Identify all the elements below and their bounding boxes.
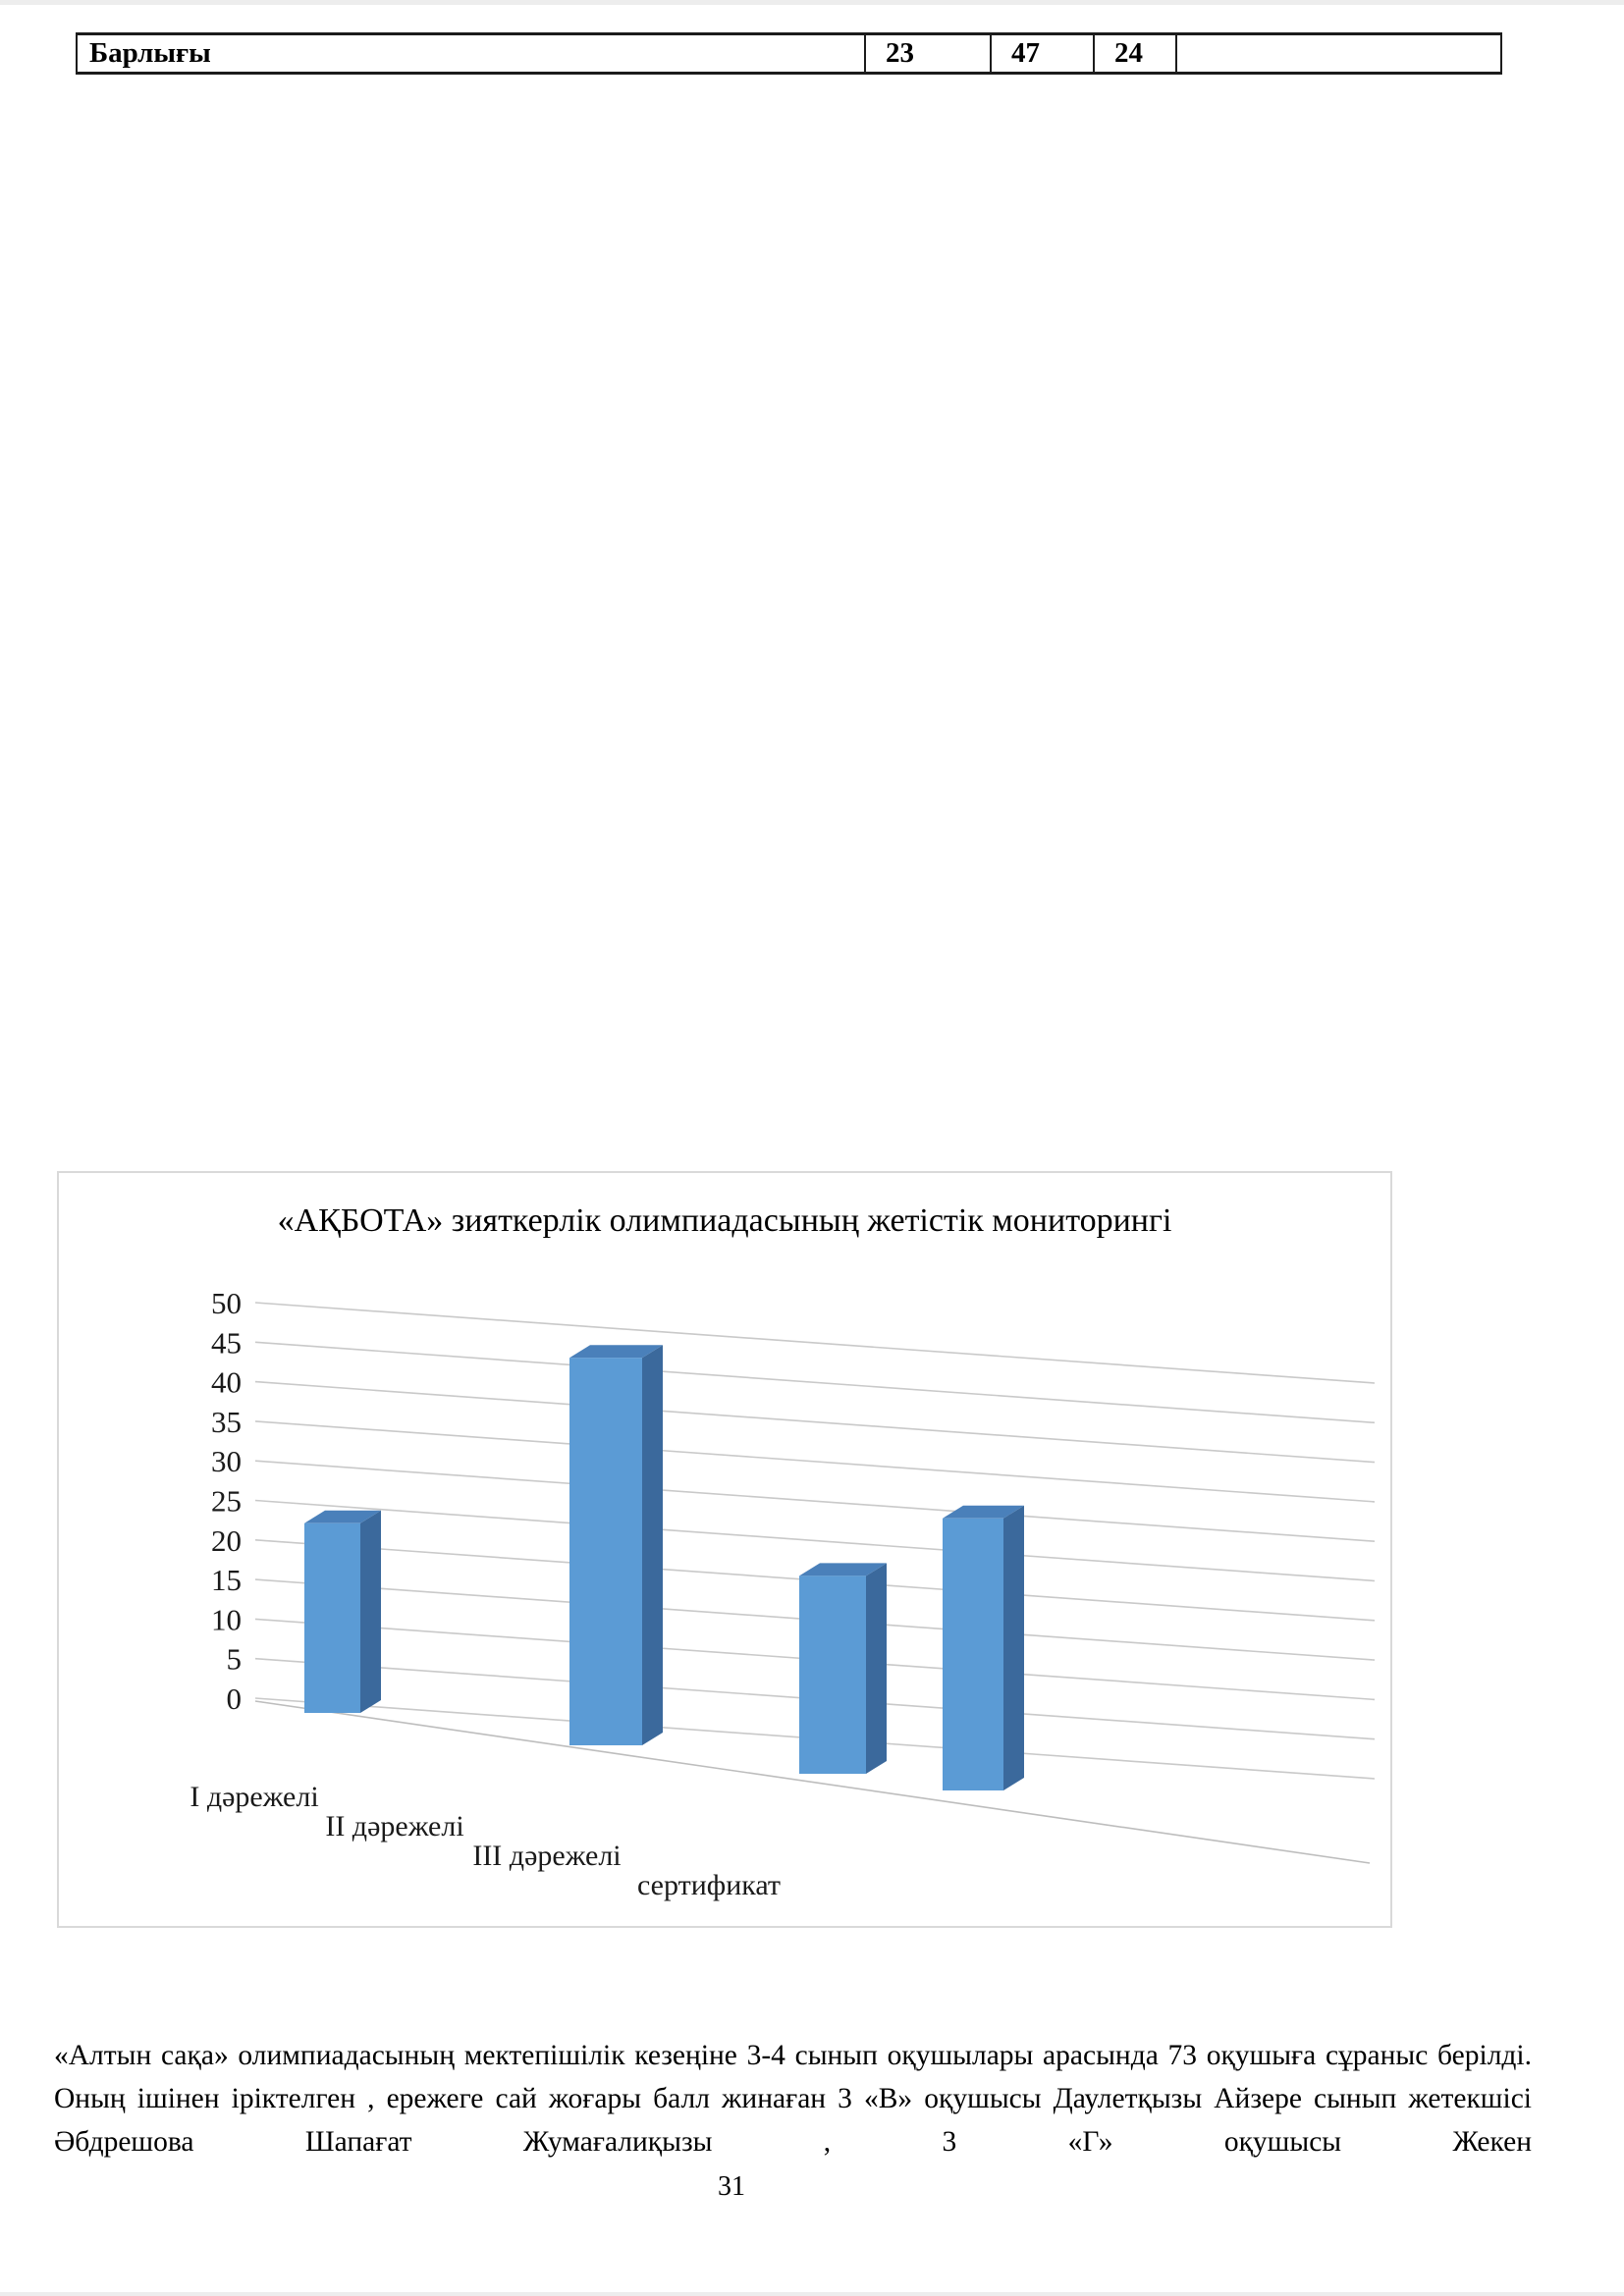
- totals-teacher-cell: [1176, 34, 1501, 74]
- y-tick-label: 30: [211, 1444, 242, 1479]
- y-tick-label: 15: [211, 1563, 242, 1598]
- gridline-50: [255, 1303, 1375, 1383]
- bar-side-face: [360, 1511, 381, 1713]
- results-table-body: [77, 34, 1501, 74]
- page-edge-top: [0, 0, 1624, 5]
- y-tick-label: 5: [226, 1641, 242, 1677]
- category-label: сертификат: [636, 1869, 782, 1901]
- totals-label-cell: Барлығы: [77, 34, 865, 74]
- bar-side-face: [642, 1345, 663, 1745]
- totals-row: [77, 34, 1501, 74]
- bar-ІІІ дәрежелі: [799, 1575, 866, 1774]
- totals-degree3-cell: 24: [1094, 34, 1176, 74]
- y-tick-label: 0: [226, 1682, 242, 1716]
- y-tick-label: 40: [211, 1364, 242, 1400]
- page-edge-bottom: [0, 2292, 1624, 2296]
- category-label: І дәрежелі: [189, 1781, 319, 1813]
- category-label: ІІ дәрежелі: [325, 1810, 464, 1842]
- y-tick-label: 25: [211, 1483, 242, 1519]
- chart-frame: [57, 1171, 1392, 1928]
- gridline-30: [255, 1461, 1375, 1541]
- y-tick-label: 10: [211, 1602, 242, 1637]
- y-tick-label: 20: [211, 1522, 242, 1558]
- bar-І дәрежелі: [304, 1523, 360, 1713]
- bar-ІІ дәрежелі: [569, 1358, 642, 1745]
- footer-paragraph: «Алтын сақа» олимпиадасының мектепішілік кезеңіне 3-4 сынып оқушылары арасында 73 оқушыға сұраныс берілді. Оның ішінен іріктелген , ережеге сай жоғары балл жинаған 3 «В» оқушысы Даулетқызы Айзере сынып жетекшісі Әбдрешова Шапағат Жумағалиқызы , 3 «Г» оқушысы Жекен: [54, 2040, 1532, 2158]
- chart-title: «АҚБОТА» зияткерлік олимпиадасының жетістік мониторингі: [277, 1202, 1172, 1239]
- gridline-45: [255, 1342, 1375, 1422]
- category-label: ІІІ дәрежелі: [472, 1840, 622, 1872]
- totals-degree1-cell: 23: [865, 34, 991, 74]
- bar-chart: [59, 1173, 1394, 1930]
- y-tick-label: 50: [211, 1286, 242, 1320]
- gridline-35: [255, 1421, 1375, 1502]
- totals-degree2-cell: 47: [991, 34, 1094, 74]
- bar-side-face: [1003, 1506, 1024, 1790]
- bar-сертификат: [943, 1519, 1003, 1790]
- page-number: 31: [718, 2171, 745, 2202]
- results-table: [76, 32, 1502, 75]
- bar-side-face: [866, 1563, 887, 1774]
- y-tick-label: 45: [211, 1325, 242, 1361]
- y-tick-label: 35: [211, 1404, 242, 1439]
- gridline-40: [255, 1382, 1375, 1463]
